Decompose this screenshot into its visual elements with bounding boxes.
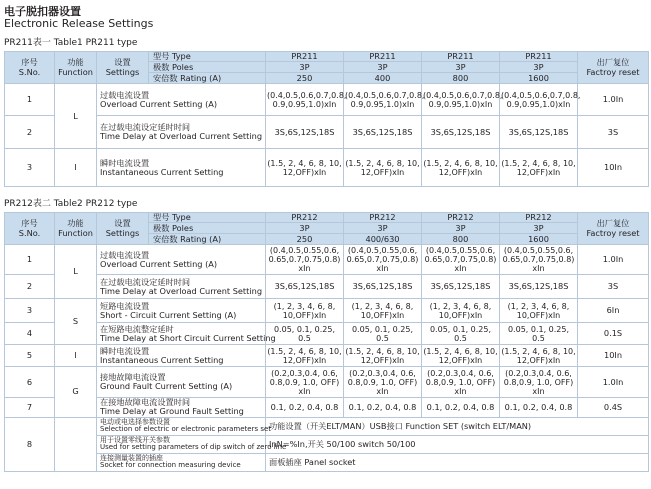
- setting-value: (1, 2, 3, 4, 6, 8, 10,OFF)xIn: [266, 299, 344, 323]
- header-seq: 序号 S.No.: [5, 52, 55, 84]
- setting-value: 3S,6S,12S,18S: [344, 275, 422, 299]
- factory-reset-value: 6In: [578, 299, 649, 323]
- table-row: [5, 398, 649, 417]
- row-number: 3: [5, 299, 55, 323]
- row-number: 3: [5, 149, 55, 187]
- factory-reset-value: 1.0In: [578, 367, 649, 398]
- type-label: 型号 Type: [149, 52, 266, 62]
- rating-value: 400/630: [344, 234, 422, 245]
- header-function: 功能 Function: [55, 213, 97, 245]
- table-row: [5, 149, 649, 187]
- setting-value: (0.4,0.5,0.6,0.7,0.8, 0.9,0.95,1.0)xIn: [422, 84, 500, 116]
- factory-reset-value: 1.0In: [578, 245, 649, 275]
- type-value: PR211: [422, 52, 500, 62]
- row-description: 在过载电流设定延时时间 Time Delay at Overload Current Setting: [97, 116, 266, 149]
- type-label: 型号 Type: [149, 213, 266, 223]
- table-row: [5, 299, 649, 323]
- type-value: PR212: [266, 213, 344, 223]
- rating-value: 1600: [500, 73, 578, 84]
- rating-value: 400: [344, 73, 422, 84]
- row-description: 在短路电流整定延时 Time Delay at Short Circuit Current Setting: [97, 323, 266, 345]
- poles-value: 3P: [422, 62, 500, 73]
- rating-value: 250: [266, 234, 344, 245]
- rating-value: 800: [422, 234, 500, 245]
- row-number: 4: [5, 323, 55, 345]
- row-number: 2: [5, 116, 55, 149]
- row-function: I: [55, 149, 97, 187]
- setting-value: 3S,6S,12S,18S: [266, 275, 344, 299]
- type-value: PR211: [266, 52, 344, 62]
- row-description: 短路电流设置 Short - Circuit Current Setting (A): [97, 299, 266, 323]
- setting-value: 0.05, 0.1, 0.25, 0.5: [266, 323, 344, 345]
- row-number: 7: [5, 398, 55, 417]
- setting-value: (1.5, 2, 4, 6, 8, 10, 12,OFF)xIn: [267, 346, 342, 365]
- setting-value: 3S,6S,12S,18S: [500, 275, 578, 299]
- doc-title-en: Electronic Release Settings: [4, 17, 154, 30]
- header-factory-reset: 出厂复位 Factroy reset: [578, 52, 649, 84]
- doc-title-cn: 电子脱扣器设置: [4, 5, 81, 18]
- setting-value: (0.2,0.3,0.4, 0.6, 0.8,0.9, 1.0, OFF) xIn: [344, 367, 422, 398]
- row-number: 1: [5, 84, 55, 116]
- setting-value: (1.5, 2, 4, 6, 8, 10, 12,OFF)xIn: [501, 346, 576, 365]
- factory-reset-value: 3S: [578, 116, 649, 149]
- rating-value: 250: [266, 73, 344, 84]
- row-description: 电动或电选择参数设置 Selection of electric or electronic parameters set: [97, 417, 266, 435]
- poles-label: 极数 Poles: [149, 62, 266, 73]
- setting-value: (0.2,0.3,0.4, 0.6, 0.8,0.9, 1.0, OFF) xIn: [500, 367, 578, 398]
- setting-value: 3S,6S,12S,18S: [266, 116, 344, 149]
- factory-reset-value: 10In: [578, 149, 649, 187]
- table-row: [5, 275, 649, 299]
- row-number: 8: [5, 417, 55, 471]
- setting-value: 0.1, 0.2, 0.4, 0.8: [266, 398, 344, 417]
- setting-value: (0.4,0.5,0.6,0.7,0.8, 0.9,0.95,1.0)xIn: [344, 84, 422, 116]
- row-function: S: [55, 299, 97, 345]
- poles-value: 3P: [266, 62, 344, 73]
- table-row: [5, 417, 649, 435]
- rating-label: 安倍数 Rating (A): [149, 73, 266, 84]
- setting-value: (1.5, 2, 4, 6, 8, 10, 12,OFF)xIn: [423, 346, 498, 365]
- poles-value: 3P: [422, 223, 500, 234]
- row-function: [55, 417, 97, 471]
- row-number: 1: [5, 245, 55, 275]
- table-row: [5, 323, 649, 345]
- setting-value: (0.4,0.5,0.6,0.7,0.8, 0.9,0.95,1.0)xIn: [500, 84, 578, 116]
- factory-reset-value: 3S: [578, 275, 649, 299]
- setting-value: (1.5, 2, 4, 6, 8, 10, 12,OFF)xIn: [344, 149, 422, 187]
- row-description: 过载电流设置 Overload Current Setting (A): [97, 84, 266, 116]
- setting-value: 3S,6S,12S,18S: [500, 116, 578, 149]
- setting-value: 3S,6S,12S,18S: [422, 116, 500, 149]
- setting-value: 0.05, 0.1, 0.25, 0.5: [344, 323, 422, 345]
- header-function: 功能 Function: [55, 52, 97, 84]
- row-description: 用于设置零线开关参数 Used for setting parameters of dip switch of zero line: [97, 435, 266, 453]
- row-description: 在过载电流设定延时时间 Time Delay at Overload Current Setting: [97, 275, 266, 299]
- setting-value: (1.5, 2, 4, 6, 8, 10, 12,OFF)xIn: [266, 149, 344, 187]
- setting-value: 0.1, 0.2, 0.4, 0.8: [422, 398, 500, 417]
- setting-value: 0.1, 0.2, 0.4, 0.8: [500, 398, 578, 417]
- setting-value: (0.4,0.5,0.55,0.6, 0.65,0.7,0.75,0.8) xIn: [500, 245, 578, 275]
- table-row: [5, 453, 649, 471]
- poles-value: 3P: [500, 62, 578, 73]
- header-factory-reset: 出厂复位 Factroy reset: [578, 213, 649, 245]
- poles-value: 3P: [344, 223, 422, 234]
- setting-value: (1.5, 2, 4, 6, 8, 10, 12,OFF)xIn: [422, 149, 500, 187]
- setting-value: 0.05, 0.1, 0.25, 0.5: [500, 323, 578, 345]
- row-description: 在接地故障电流设置时间 Time Delay at Ground Fault Setting: [97, 398, 266, 417]
- setting-value: (1.5, 2, 4, 6, 8, 10, 12,OFF)xIn: [500, 149, 578, 187]
- header-seq: 序号 S.No.: [5, 213, 55, 245]
- factory-reset-value: 10In: [578, 345, 649, 367]
- setting-value: 3S,6S,12S,18S: [422, 275, 500, 299]
- table-row: [5, 367, 649, 398]
- table2-caption: PR212表二 Table2 PR212 type: [4, 199, 138, 209]
- row-description: 连接测量装置的插座 Socket for connection measuring device: [97, 453, 266, 471]
- poles-value: 3P: [500, 223, 578, 234]
- table-row: [5, 345, 649, 367]
- row-function: L: [55, 245, 97, 299]
- setting-value: (0.4,0.5,0.55,0.6, 0.65,0.7,0.75,0.8) xIn: [344, 245, 422, 275]
- poles-value: 3P: [266, 223, 344, 234]
- factory-reset-value: 1.0In: [578, 84, 649, 116]
- row-function: I: [55, 345, 97, 367]
- row-description: 瞬时电流设置 Instantaneous Current Setting: [97, 149, 266, 187]
- type-value: PR212: [422, 213, 500, 223]
- table-row: [5, 245, 649, 275]
- setting-value: 3S,6S,12S,18S: [344, 116, 422, 149]
- rating-label: 安倍数 Rating (A): [149, 234, 266, 245]
- row-description: 接地故障电流设置 Ground Fault Current Setting (A): [97, 367, 266, 398]
- row-number: 6: [5, 367, 55, 398]
- setting-value: (0.2,0.3,0.4, 0.6, 0.8,0.9, 1.0, OFF) xIn: [266, 367, 344, 398]
- type-value: PR211: [344, 52, 422, 62]
- row-description: 过载电流设置 Overload Current Setting (A): [97, 245, 266, 275]
- setting-value: (0.4,0.5,0.55,0.6, 0.65,0.7,0.75,0.8) xIn: [266, 245, 344, 275]
- setting-value: (0.2,0.3,0.4, 0.6, 0.8,0.9, 1.0, OFF) xIn: [422, 367, 500, 398]
- row-function: L: [55, 84, 97, 149]
- header-settings: 设置 Settings: [97, 52, 149, 84]
- table-row: [5, 84, 649, 116]
- row-number: 2: [5, 275, 55, 299]
- setting-value: 0.05, 0.1, 0.25, 0.5: [422, 323, 500, 345]
- setting-value: 0.1, 0.2, 0.4, 0.8: [344, 398, 422, 417]
- type-value: PR212: [344, 213, 422, 223]
- row-number: 5: [5, 345, 55, 367]
- setting-value: (0.4,0.5,0.6,0.7,0.8, 0.9,0.95,1.0)xIn: [266, 84, 344, 116]
- rating-value: 1600: [500, 234, 578, 245]
- header-settings: 设置 Settings: [97, 213, 149, 245]
- setting-value: 功能设置（开关ELT/MAN）USB接口 Function SET (switch ELT/MAN): [266, 417, 649, 435]
- setting-value: (0.4,0.5,0.55,0.6, 0.65,0.7,0.75,0.8) xIn: [422, 245, 500, 275]
- factory-reset-value: 0.4S: [578, 398, 649, 417]
- rating-value: 800: [422, 73, 500, 84]
- table2-pr212: [4, 212, 649, 472]
- row-function: G: [55, 367, 97, 417]
- setting-value: 面板插座 Panel socket: [266, 453, 649, 471]
- setting-value: (1, 2, 3, 4, 6, 8, 10,OFF)xIn: [422, 299, 500, 323]
- setting-value: (1, 2, 3, 4, 6, 8, 10,OFF)xIn: [344, 299, 422, 323]
- table-row: [5, 116, 649, 149]
- table1-pr211: [4, 51, 649, 187]
- type-value: PR211: [500, 52, 578, 62]
- poles-value: 3P: [344, 62, 422, 73]
- poles-label: 极数 Poles: [149, 223, 266, 234]
- setting-value: (1.5, 2, 4, 6, 8, 10, 12,OFF)xIn: [345, 346, 420, 365]
- setting-value: InN=%In,开关 50/100 switch 50/100: [266, 435, 649, 453]
- factory-reset-value: 0.1S: [578, 323, 649, 345]
- table1-caption: PR211表一 Table1 PR211 type: [4, 38, 138, 48]
- table-row: [5, 435, 649, 453]
- type-value: PR212: [500, 213, 578, 223]
- row-description: 瞬时电流设置 Instantaneous Current Setting: [97, 345, 266, 367]
- setting-value: (1, 2, 3, 4, 6, 8, 10,OFF)xIn: [500, 299, 578, 323]
